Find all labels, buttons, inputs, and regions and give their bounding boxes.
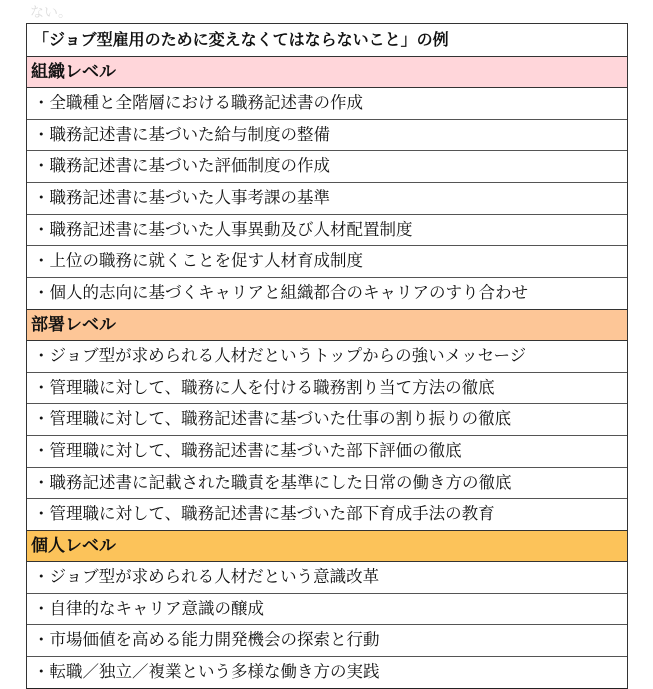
list-item: ・管理職に対して、職務記述書に基づいた仕事の割り振りの徹底 (27, 404, 627, 436)
list-item: ・ジョブ型が求められる人材だという意識改革 (27, 562, 627, 594)
section-header-organization: 組織レベル (27, 57, 627, 88)
list-item: ・職務記述書に基づいた人事考課の基準 (27, 183, 627, 215)
section-header-individual: 個人レベル (27, 531, 627, 562)
section-department (27, 310, 627, 531)
list-item: ・上位の職務に就くことを促す人材育成制度 (27, 246, 627, 278)
list-item: ・全職種と全階層における職務記述書の作成 (27, 88, 627, 120)
list-item: ・転職／独立／複業という多様な働き方の実践 (33, 662, 380, 681)
table-title: 「ジョブ型雇用のために変えなくてはならないこと」の例 (27, 24, 627, 57)
list-item: ・市場価値を高める能力開発機会の探索と行動 (27, 625, 627, 657)
list-item: ・自律的なキャリア意識の醸成 (27, 594, 627, 626)
list-item: ・管理職に対して、職務記述書に基づいた部下評価の徹底 (27, 436, 627, 468)
list-item: ・職務記述書に基づいた給与制度の整備 (27, 120, 627, 152)
list-item: ・職務記述書に基づいた人事異動及び人材配置制度 (27, 215, 627, 247)
list-item: ・管理職に対して、職務記述書に基づいた部下育成手法の教育 (27, 499, 627, 531)
background-ghost-text: ない。 (30, 5, 72, 21)
examples-table (26, 23, 628, 689)
list-item: ・個人的志向に基づくキャリアと組織都合のキャリアのすり合わせ (27, 278, 627, 310)
section-header-department: 部署レベル (27, 310, 627, 341)
list-item: ・職務記述書に基づいた評価制度の作成 (27, 151, 627, 183)
list-item: ・職務記述書に記載された職責を基準にした日常の働き方の徹底 (27, 468, 627, 500)
section-organization (27, 57, 627, 310)
section-individual (27, 531, 627, 688)
list-item: ・ジョブ型が求められる人材だというトップからの強いメッセージ (27, 341, 627, 373)
list-item: ・管理職に対して、職務に人を付ける職務割り当て方法の徹底 (27, 373, 627, 405)
